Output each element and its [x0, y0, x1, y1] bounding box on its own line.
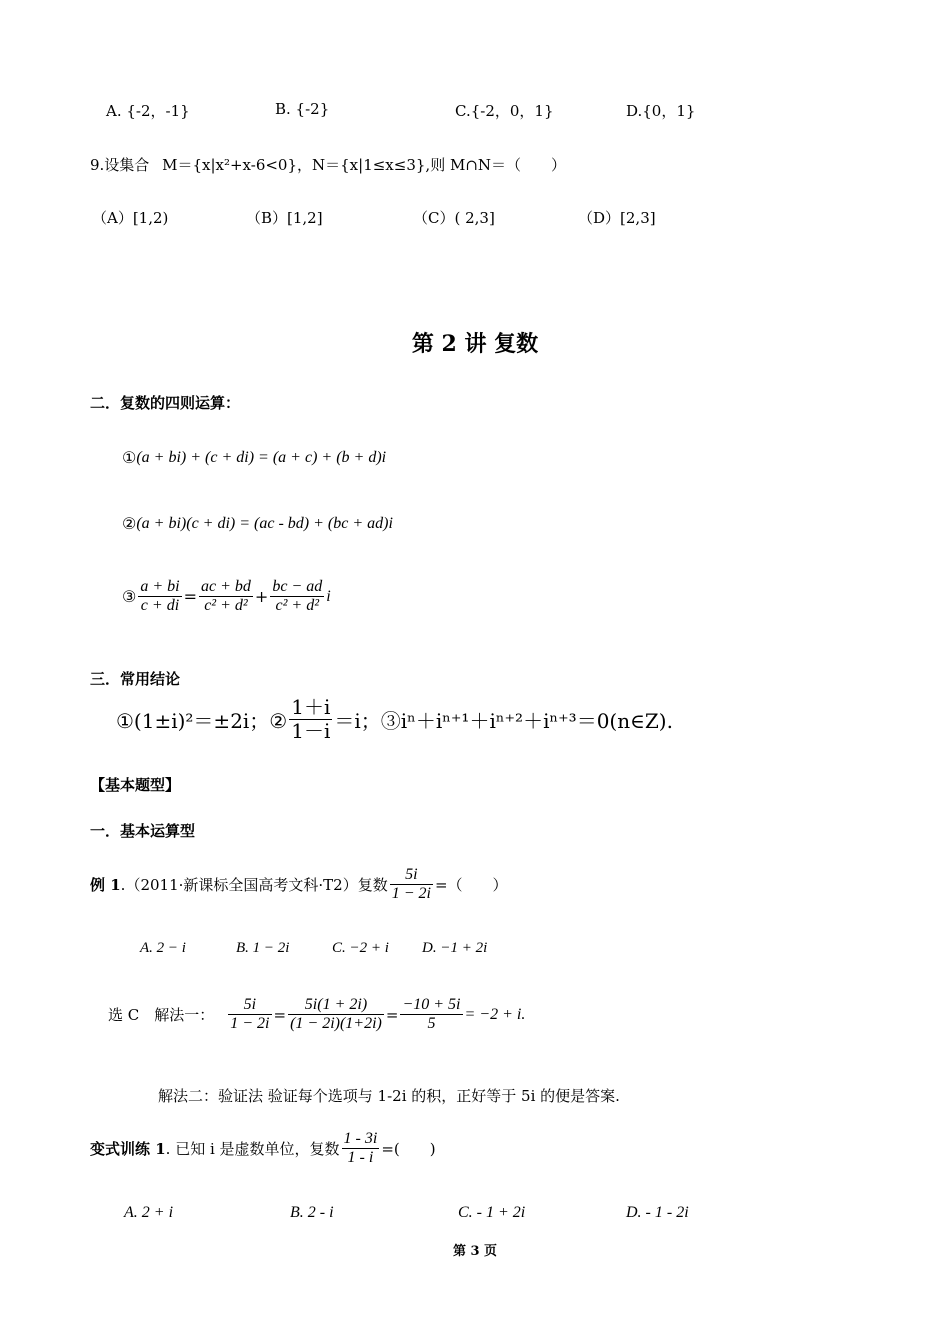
- formula-3-plus: +: [254, 587, 269, 607]
- variant-1-option-c: C. - 1 + 2i: [458, 1204, 526, 1221]
- lecture-title: 第 2 讲 复数: [411, 331, 539, 357]
- formula-3-equals: =: [183, 587, 197, 607]
- type1-heading: 一．基本运算型: [90, 822, 196, 840]
- q9-option-c: （C）( 2,3]: [413, 209, 495, 227]
- solution-equals-2: =: [385, 1005, 399, 1024]
- q8-option-a: A. {-2，-1}: [106, 102, 190, 120]
- example-1-denominator: 1 − 2i: [391, 885, 431, 903]
- q8-option-b: B. {-2}: [275, 100, 330, 118]
- variant-1-denominator: 1 - i: [347, 1149, 374, 1167]
- example-1-option-c: C. −2 + i: [332, 940, 389, 956]
- formula-3: [122, 578, 331, 616]
- formula-3-term1-denominator: c² + d²: [204, 597, 248, 615]
- formula-3-term1-numerator: ac + bd: [199, 578, 253, 597]
- q9-prefix: 9.设集合: [90, 156, 150, 174]
- solution-fraction-1: [228, 996, 271, 1034]
- solution-equals-1: =: [273, 1005, 287, 1024]
- conclusion-1: ①(1±i)²＝±2i；②: [116, 709, 288, 733]
- variant-1-option-d: D. - 1 - 2i: [626, 1204, 689, 1221]
- example-1-option-a: A. 2 − i: [140, 940, 186, 956]
- solution-prefix: 选 C 解法一：: [108, 1006, 215, 1025]
- variant-1: [90, 1130, 436, 1168]
- formula-3-lhs-denominator: c + di: [140, 597, 180, 615]
- solution-method-2: 解法二：验证法 验证每个选项与 1-2i 的积，正好等于 5i 的便是答案.: [158, 1087, 620, 1105]
- solution-fraction-3-numerator: −10 + 5i: [400, 996, 462, 1015]
- example-1-stem: .（2011·新课标全国高考文科·T2）复数: [120, 876, 388, 895]
- example-1-numerator: 5i: [390, 866, 433, 885]
- conclusion-2-fraction: [289, 696, 332, 743]
- formula-3-tail: i: [326, 587, 331, 605]
- solution-fraction-2-denominator: (1 − 2i)(1+2i): [290, 1015, 382, 1033]
- section2-heading: 二．复数的四则运算：: [90, 394, 241, 412]
- variant-1-label: 变式训练 1: [90, 1140, 166, 1159]
- q9-option-a: （A）[1,2): [92, 209, 169, 227]
- formula-3-lhs-fraction: [138, 578, 181, 616]
- variant-1-stem: . 已知 i 是虚数单位，复数: [165, 1140, 340, 1159]
- formula-1: [122, 448, 386, 467]
- solution-fraction-2-numerator: 5i(1 + 2i): [288, 996, 384, 1015]
- q9-option-d: （D）[2,3]: [578, 209, 656, 227]
- basic-types-heading: 【基本题型】: [90, 776, 181, 794]
- formula-3-label: ③: [122, 587, 137, 607]
- example-1-option-d: D. −1 + 2i: [422, 940, 488, 956]
- common-conclusions: [116, 696, 673, 743]
- variant-1-option-b: B. 2 - i: [290, 1204, 334, 1221]
- page-number: 第 3 页: [452, 1244, 498, 1259]
- formula-2: [122, 514, 393, 533]
- solution-fraction-3: [400, 996, 462, 1034]
- formula-1-expr: (a + bi) + (c + di) = (a + c) + (b + d)i: [136, 448, 387, 466]
- solution-result: = −2 + i.: [464, 1005, 526, 1023]
- formula-3-lhs-numerator: a + bi: [138, 578, 181, 597]
- q9-question: [90, 154, 566, 175]
- solution-fraction-1-denominator: 1 − 2i: [230, 1015, 270, 1033]
- q9-option-b: （B）[1,2]: [246, 209, 323, 227]
- q8-option-c: C.{-2，0，1}: [455, 102, 554, 120]
- section3-heading: 三．常用结论: [90, 670, 181, 688]
- example-1-label: 例 1: [90, 876, 121, 895]
- example-1-fraction: [390, 866, 433, 904]
- q8-option-d: D.{0，1}: [626, 102, 696, 120]
- conclusion-2-numerator: 1＋i: [291, 695, 331, 719]
- variant-1-option-a: A. 2 + i: [124, 1204, 174, 1221]
- solution-fraction-3-denominator: 5: [427, 1015, 436, 1033]
- example-1-option-b: B. 1 − 2i: [236, 940, 290, 956]
- example-1: [90, 866, 508, 904]
- conclusion-2-denominator: 1－i: [291, 719, 331, 743]
- q9-stem: M＝{x|x²+x-6<0}，N＝{x|1≤x≤3},则 M∩N＝（ ）: [162, 156, 567, 174]
- solution-method-1: [108, 996, 525, 1034]
- variant-1-tail: =( ): [381, 1140, 436, 1159]
- variant-1-numerator: 1 - 3i: [342, 1130, 380, 1149]
- example-1-tail: =（ ）: [434, 876, 508, 895]
- variant-1-fraction: [342, 1130, 380, 1168]
- solution-fraction-1-numerator: 5i: [228, 996, 271, 1015]
- formula-2-expr: (a + bi)(c + di) = (ac - bd) + (bc + ad)i: [136, 514, 393, 532]
- formula-2-label: ②: [122, 514, 137, 533]
- formula-3-term2-denominator: c² + d²: [275, 597, 320, 615]
- conclusion-2-3: ＝i；③iⁿ＋iⁿ⁺¹＋iⁿ⁺²＋iⁿ⁺³＝0(n∈Z).: [334, 709, 673, 733]
- formula-3-term1-fraction: [199, 578, 253, 616]
- solution-fraction-2: [288, 996, 384, 1034]
- formula-3-term2-fraction: [270, 578, 324, 616]
- formula-3-term2-numerator: bc − ad: [270, 578, 324, 597]
- formula-1-label: ①: [122, 448, 137, 467]
